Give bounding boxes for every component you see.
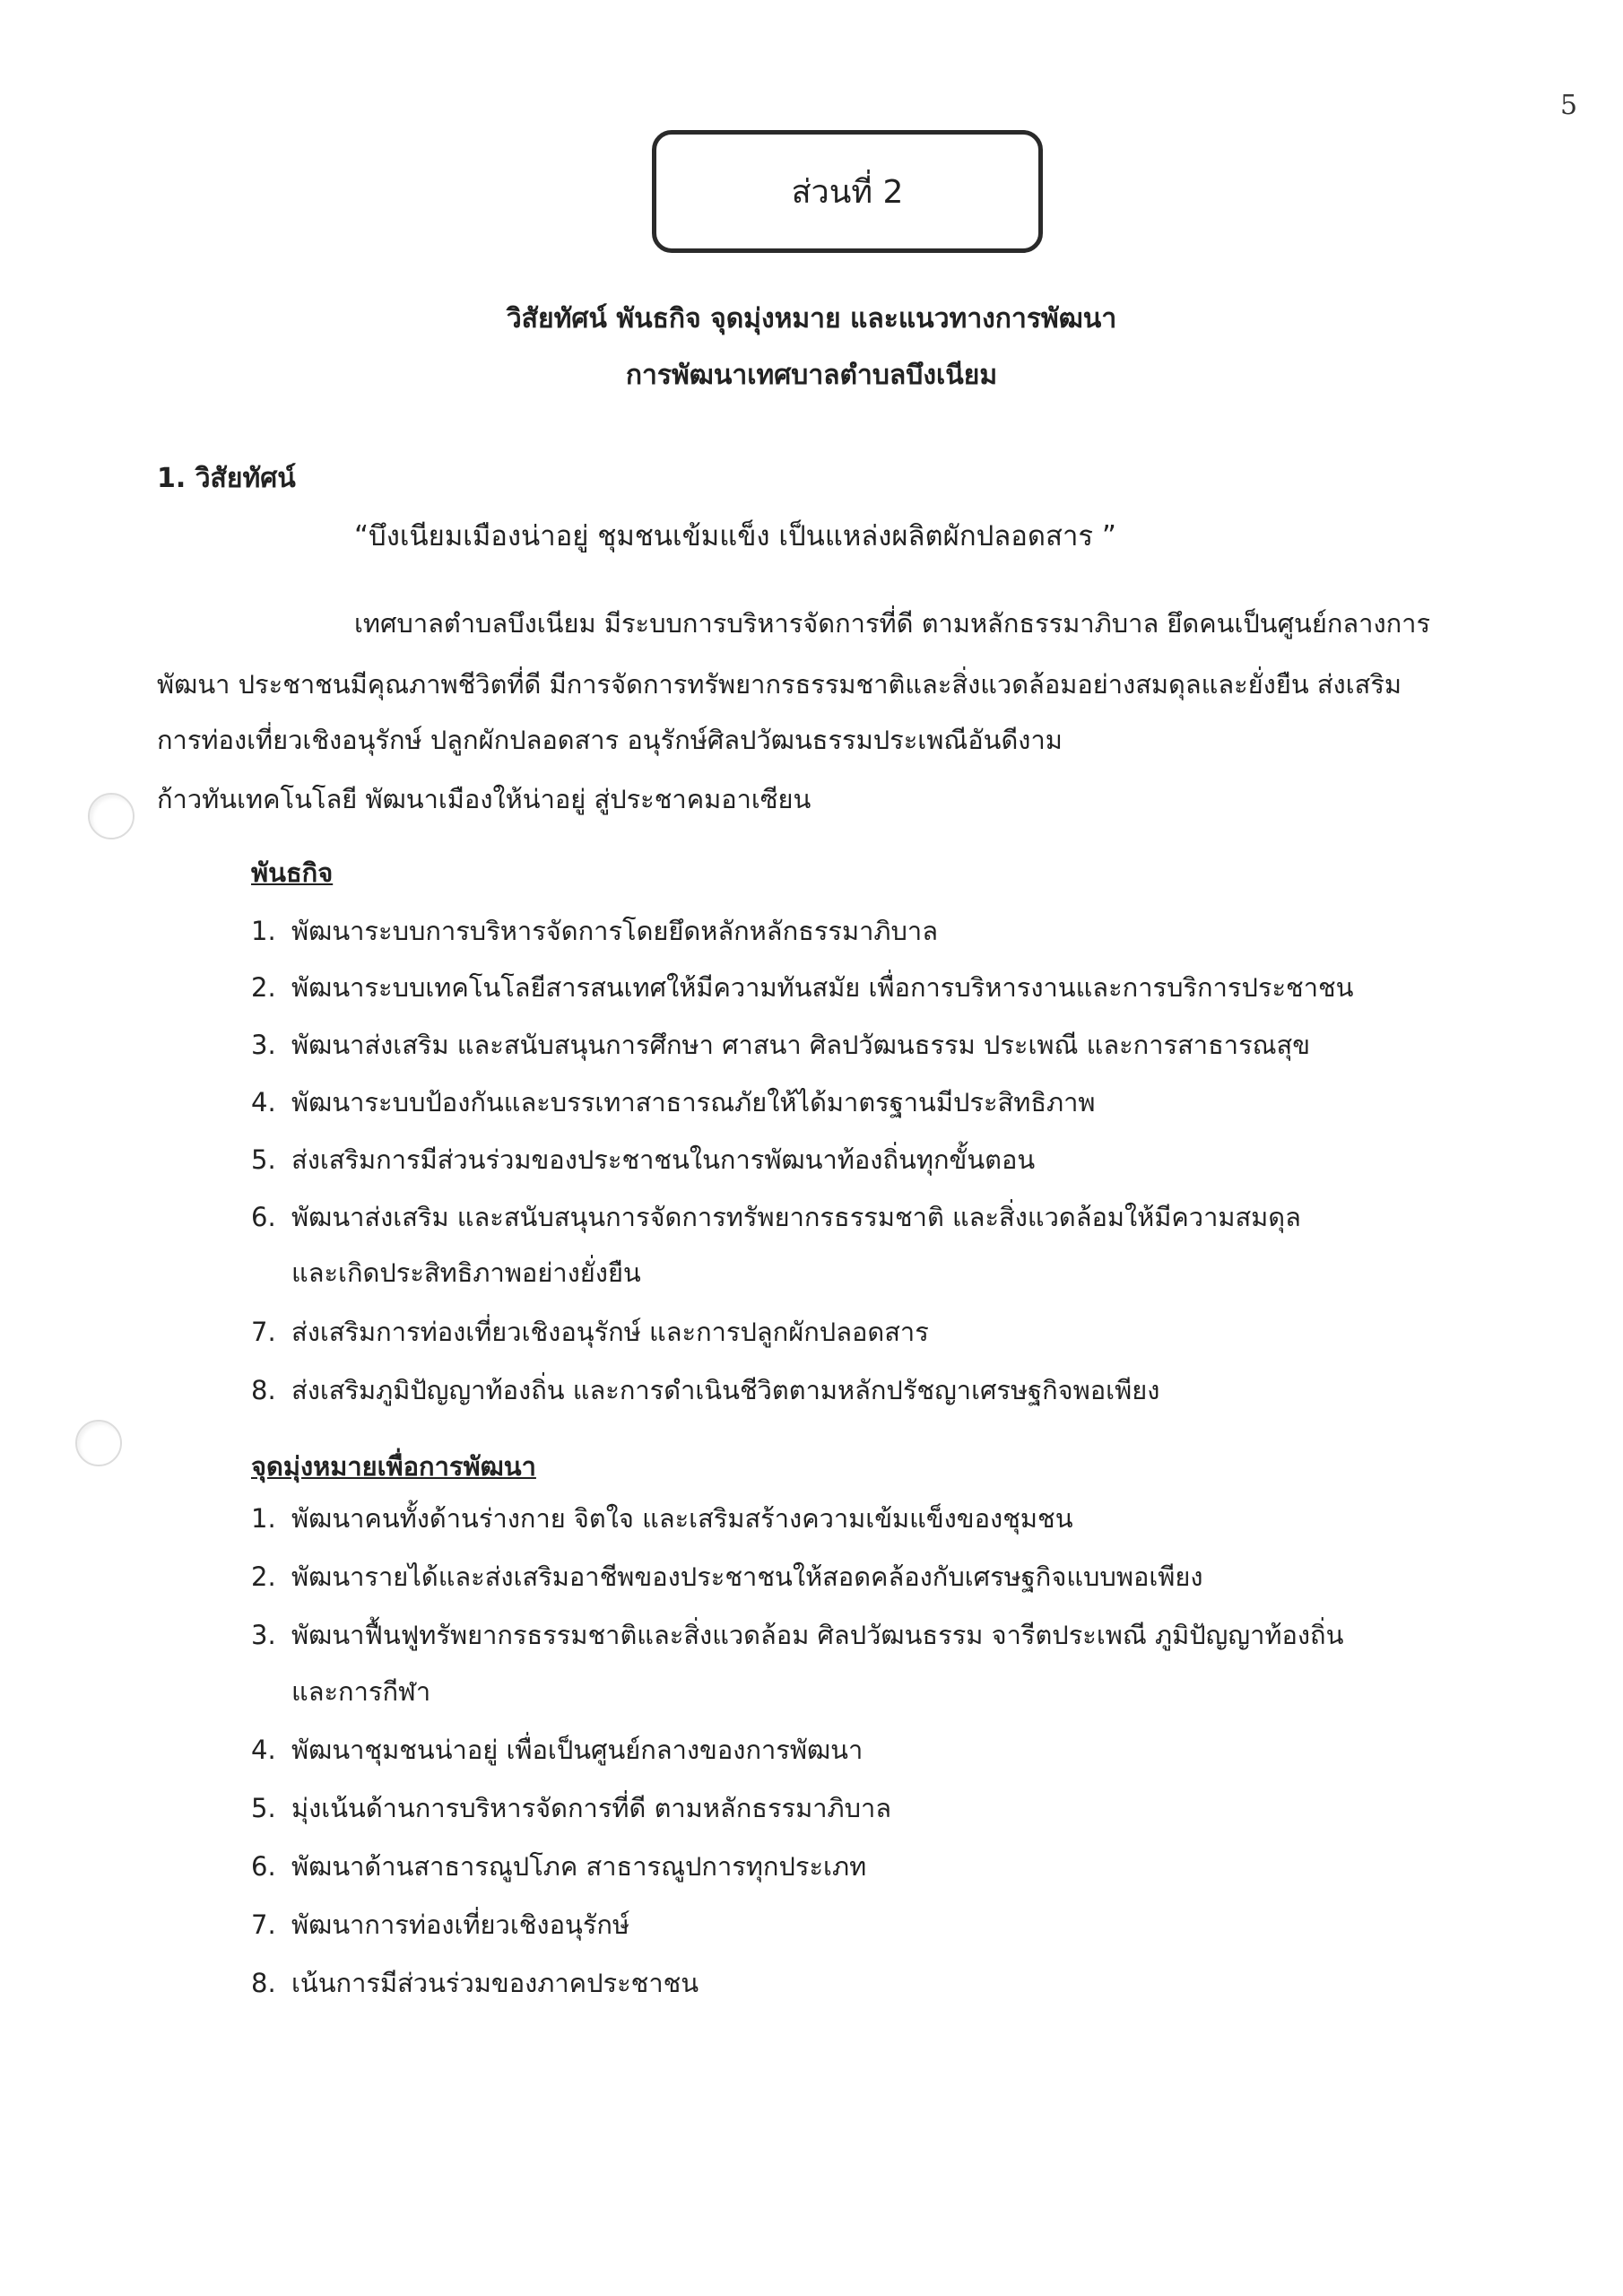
list-text: พัฒนาฟื้นฟูทรัพยากรธรรมชาติและสิ่งแวดล้อม ศิลปวัฒนธรรม จารีตประเพณี ภูมิปัญญาท้องถิ่น [291, 1620, 1344, 1650]
mission-item [251, 1024, 1310, 1065]
list-text: พัฒนาชุมชนน่าอยู่ เพื่อเป็นศูนย์กลางของการพัฒนา [291, 1735, 864, 1765]
section-title: ส่วนที่ 2 [791, 174, 904, 211]
list-number: 1. [251, 1503, 276, 1534]
document-heading-line-2: การพัฒนาเทศบาลตำบลบึงเนียม [625, 360, 998, 391]
list-text: พัฒนาระบบเทคโนโลยีสารสนเทศให้มีความทันสมัย เพื่อการบริหารงานและการบริการประชาชน [291, 972, 1354, 1003]
vision-paragraph-line: เทศบาลตำบลบึงเนียม มีระบบการบริหารจัดการที่ดี ตามหลักธรรมาภิบาล ยึดคนเป็นศูนย์กลางการ [354, 608, 1431, 639]
list-text: ส่งเสริมการมีส่วนร่วมของประชาชนในการพัฒนาท้องถิ่นทุกขั้นตอน [291, 1144, 1036, 1175]
list-text: พัฒนาระบบป้องกันและบรรเทาสาธารณภัยให้ได้มาตรฐานมีประสิทธิภาพ [291, 1087, 1096, 1118]
mission-item [251, 1139, 1035, 1180]
list-text: พัฒนาส่งเสริม และสนับสนุนการจัดการทรัพยากรธรรมชาติ และสิ่งแวดล้อมให้มีความสมดุล [291, 1202, 1301, 1232]
list-text: ส่งเสริมการท่องเที่ยวเชิงอนุรักษ์ และการปลูกผักปลอดสาร [291, 1317, 929, 1347]
list-text: พัฒนาระบบการบริหารจัดการโดยยึดหลักหลักธรรมาภิบาล [291, 916, 938, 946]
mission-item [251, 1370, 1159, 1411]
section-title-box [652, 130, 1043, 253]
list-number: 2. [251, 972, 276, 1003]
list-number: 2. [251, 1561, 276, 1592]
mission-item-continuation: และเกิดประสิทธิภาพอย่างยั่งยืน [291, 1257, 641, 1288]
list-number: 7. [251, 1317, 276, 1347]
list-number: 3. [251, 1620, 276, 1650]
list-number: 7. [251, 1909, 276, 1940]
list-number: 5. [251, 1144, 276, 1175]
list-number: 8. [251, 1968, 276, 1998]
punch-hole-mark [75, 1420, 122, 1466]
list-number: 5. [251, 1793, 276, 1823]
goal-item [251, 1787, 891, 1829]
list-text: พัฒนาคนทั้งด้านร่างกาย จิตใจ และเสริมสร้างความเข้มแข็งของชุมชน [291, 1503, 1073, 1534]
list-number: 6. [251, 1202, 276, 1232]
vision-quote: “บึงเนียมเมืองน่าอยู่ ชุมชนเข้มแข็ง เป็นแหล่งผลิตผักปลอดสาร ” [354, 520, 1116, 552]
mission-item [251, 1196, 1301, 1238]
page-number: 5 [1560, 90, 1578, 121]
list-text: เน้นการมีส่วนร่วมของภาคประชาชน [291, 1968, 699, 1998]
goal-item [251, 1962, 699, 2004]
list-number: 4. [251, 1087, 276, 1118]
goal-item [251, 1614, 1343, 1656]
vision-title: 1. วิสัยทัศน์ [157, 463, 296, 494]
mission-item [251, 910, 938, 952]
list-number: 4. [251, 1735, 276, 1765]
mission-item [251, 1082, 1096, 1123]
list-text: มุ่งเน้นด้านการบริหารจัดการที่ดี ตามหลักธรรมาภิบาล [291, 1793, 892, 1823]
goal-item [251, 1498, 1073, 1539]
mission-item [251, 967, 1354, 1008]
document-heading-line-1: วิสัยทัศน์ พันธกิจ จุดมุ่งหมาย และแนวทางการพัฒนา [506, 303, 1117, 335]
goal-item [251, 1904, 629, 1945]
mission-item [251, 1311, 929, 1352]
list-number: 3. [251, 1030, 276, 1060]
goal-item [251, 1556, 1203, 1597]
mission-title: พันธกิจ [251, 857, 334, 888]
list-text: พัฒนารายได้และส่งเสริมอาชีพของประชาชนให้สอดคล้องกับเศรษฐกิจแบบพอเพียง [291, 1561, 1203, 1592]
list-text: พัฒนาด้านสาธารณูปโภค สาธารณูปการทุกประเภท [291, 1851, 867, 1882]
list-number: 6. [251, 1851, 276, 1882]
vision-paragraph-line: ก้าวทันเทคโนโลยี พัฒนาเมืองให้น่าอยู่ สู่ประชาคมอาเซียน [157, 784, 812, 814]
vision-paragraph-line: การท่องเที่ยวเชิงอนุรักษ์ ปลูกผักปลอดสาร อนุรักษ์ศิลปวัฒนธรรมประเพณีอันดีงาม [157, 725, 1063, 755]
list-text: พัฒนาการท่องเที่ยวเชิงอนุรักษ์ [291, 1909, 630, 1940]
list-text: ส่งเสริมภูมิปัญญาท้องถิ่น และการดำเนินชีวิตตามหลักปรัชญาเศรษฐกิจพอเพียง [291, 1375, 1160, 1405]
goal-item-continuation: และการกีฬา [291, 1676, 431, 1707]
list-text: พัฒนาส่งเสริม และสนับสนุนการศึกษา ศาสนา ศิลปวัฒนธรรม ประเพณี และการสาธารณสุข [291, 1030, 1311, 1060]
goal-item [251, 1729, 863, 1770]
goal-item [251, 1846, 866, 1887]
goals-title: จุดมุ่งหมายเพื่อการพัฒนา [251, 1451, 536, 1482]
punch-hole-mark [88, 793, 135, 839]
list-number: 1. [251, 916, 276, 946]
list-number: 8. [251, 1375, 276, 1405]
vision-paragraph-line: พัฒนา ประชาชนมีคุณภาพชีวิตที่ดี มีการจัดการทรัพยากรธรรมชาติและสิ่งแวดล้อมอย่างสมดุลและยั่งยืน ส่งเสริม [157, 669, 1402, 700]
